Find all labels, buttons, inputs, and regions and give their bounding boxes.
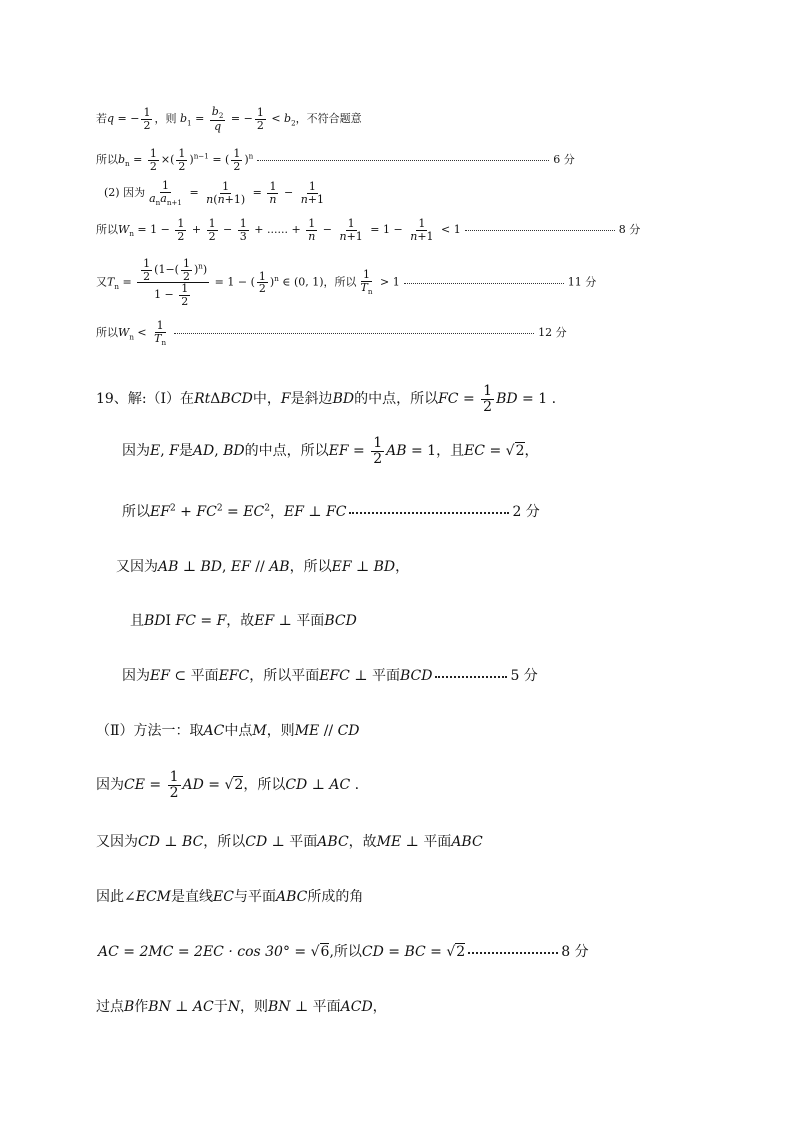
line-wn-conclusion: 所以$W_n$ < $\frac{1}{T_n}$ 12 分	[96, 319, 567, 347]
line-ce-half-ad: 因为CE = $\frac{1}{2}$ AD = √2，所以CD ⊥ AC .	[96, 769, 360, 801]
line-part2-since: (2) 因为 $\frac{1}{a_na_{n+1}}$ = $\frac{1}{n(n+1)}$ = $\frac{1}{n}$ − $\frac{1}{n+1}$	[104, 179, 325, 207]
line-wn-sum: 所以$W_n = 1$ − $\frac{1}{2}$ + $\frac{1}{2}$ − $\frac{1}{3}$ + ...... + $\frac{1}{n}$ − $\frac{1}{n+1}$ = 1 − $\frac{1}{n+1}$ < 1 8 分	[96, 217, 641, 243]
line-tn-formula: 又$T_n$ = $\frac{1}{2}$ (1−( $\frac{1}{2}$ )$^n$) 1 − $\frac{1}{2}$ = 1 − ( $\frac{1}{2}$ )$^n$ ∈ (0, 1)，所以 $\frac{1}{T_n}$ > 1 11 分	[96, 257, 597, 308]
line-ac-computation: AC = 2MC = 2EC · cos 30° = √6,所以CD = BC = √2 8 分	[98, 944, 589, 960]
line-q19-header: 19、解:（Ⅰ）在RtΔBCD中，F是斜边BD的中点，所以FC = $\frac{1}{2}$ BD = 1 .	[96, 383, 557, 415]
line-planes-perp: 因为EF ⊂ 平面EFC，所以平面EFC ⊥ 平面BCD 5 分	[122, 668, 538, 684]
line-method-one: （Ⅱ）方法一：取AC中点M，则ME // CD	[96, 723, 360, 739]
line-angle-ecm: 因此∠ECM是直线EC与平面ABC所成的角	[96, 889, 364, 905]
line-ef-ab: 因为E, F是AD, BD的中点，所以EF = $\frac{1}{2}$ AB = 1，且EC = √2，	[122, 435, 539, 467]
line-pythagoras: 所以$EF^2 + FC^2 = EC^2$，EF ⊥ FC 2 分	[122, 503, 540, 520]
line-me-perp-plane: 又因为CD ⊥ BC，所以CD ⊥ 平面ABC，故ME ⊥ 平面ABC	[96, 834, 483, 850]
line-ef-perp-bd: 又因为AB ⊥ BD, EF // AB，所以EF ⊥ BD，	[116, 559, 410, 575]
line-bn-perp: 过点B作BN ⊥ AC于N，则BN ⊥ 平面ACD，	[96, 999, 387, 1015]
line-case-q-negative: 若q = − $\frac{1}{2}$ ，则 $b_1$ = $\frac{b_2}{q}$ = − $\frac{1}{2}$ < $b_2$，不符合题意	[96, 105, 362, 133]
line-bn-formula: 所以$b_n$ = $\frac{1}{2}$ ×( $\frac{1}{2}$ )$^{n-1}$ = ( $\frac{1}{2}$ )$^n$ 6 分	[96, 147, 575, 173]
line-ef-perp-plane: 且BDⅠ FC = F，故EF ⊥ 平面BCD	[130, 613, 357, 629]
